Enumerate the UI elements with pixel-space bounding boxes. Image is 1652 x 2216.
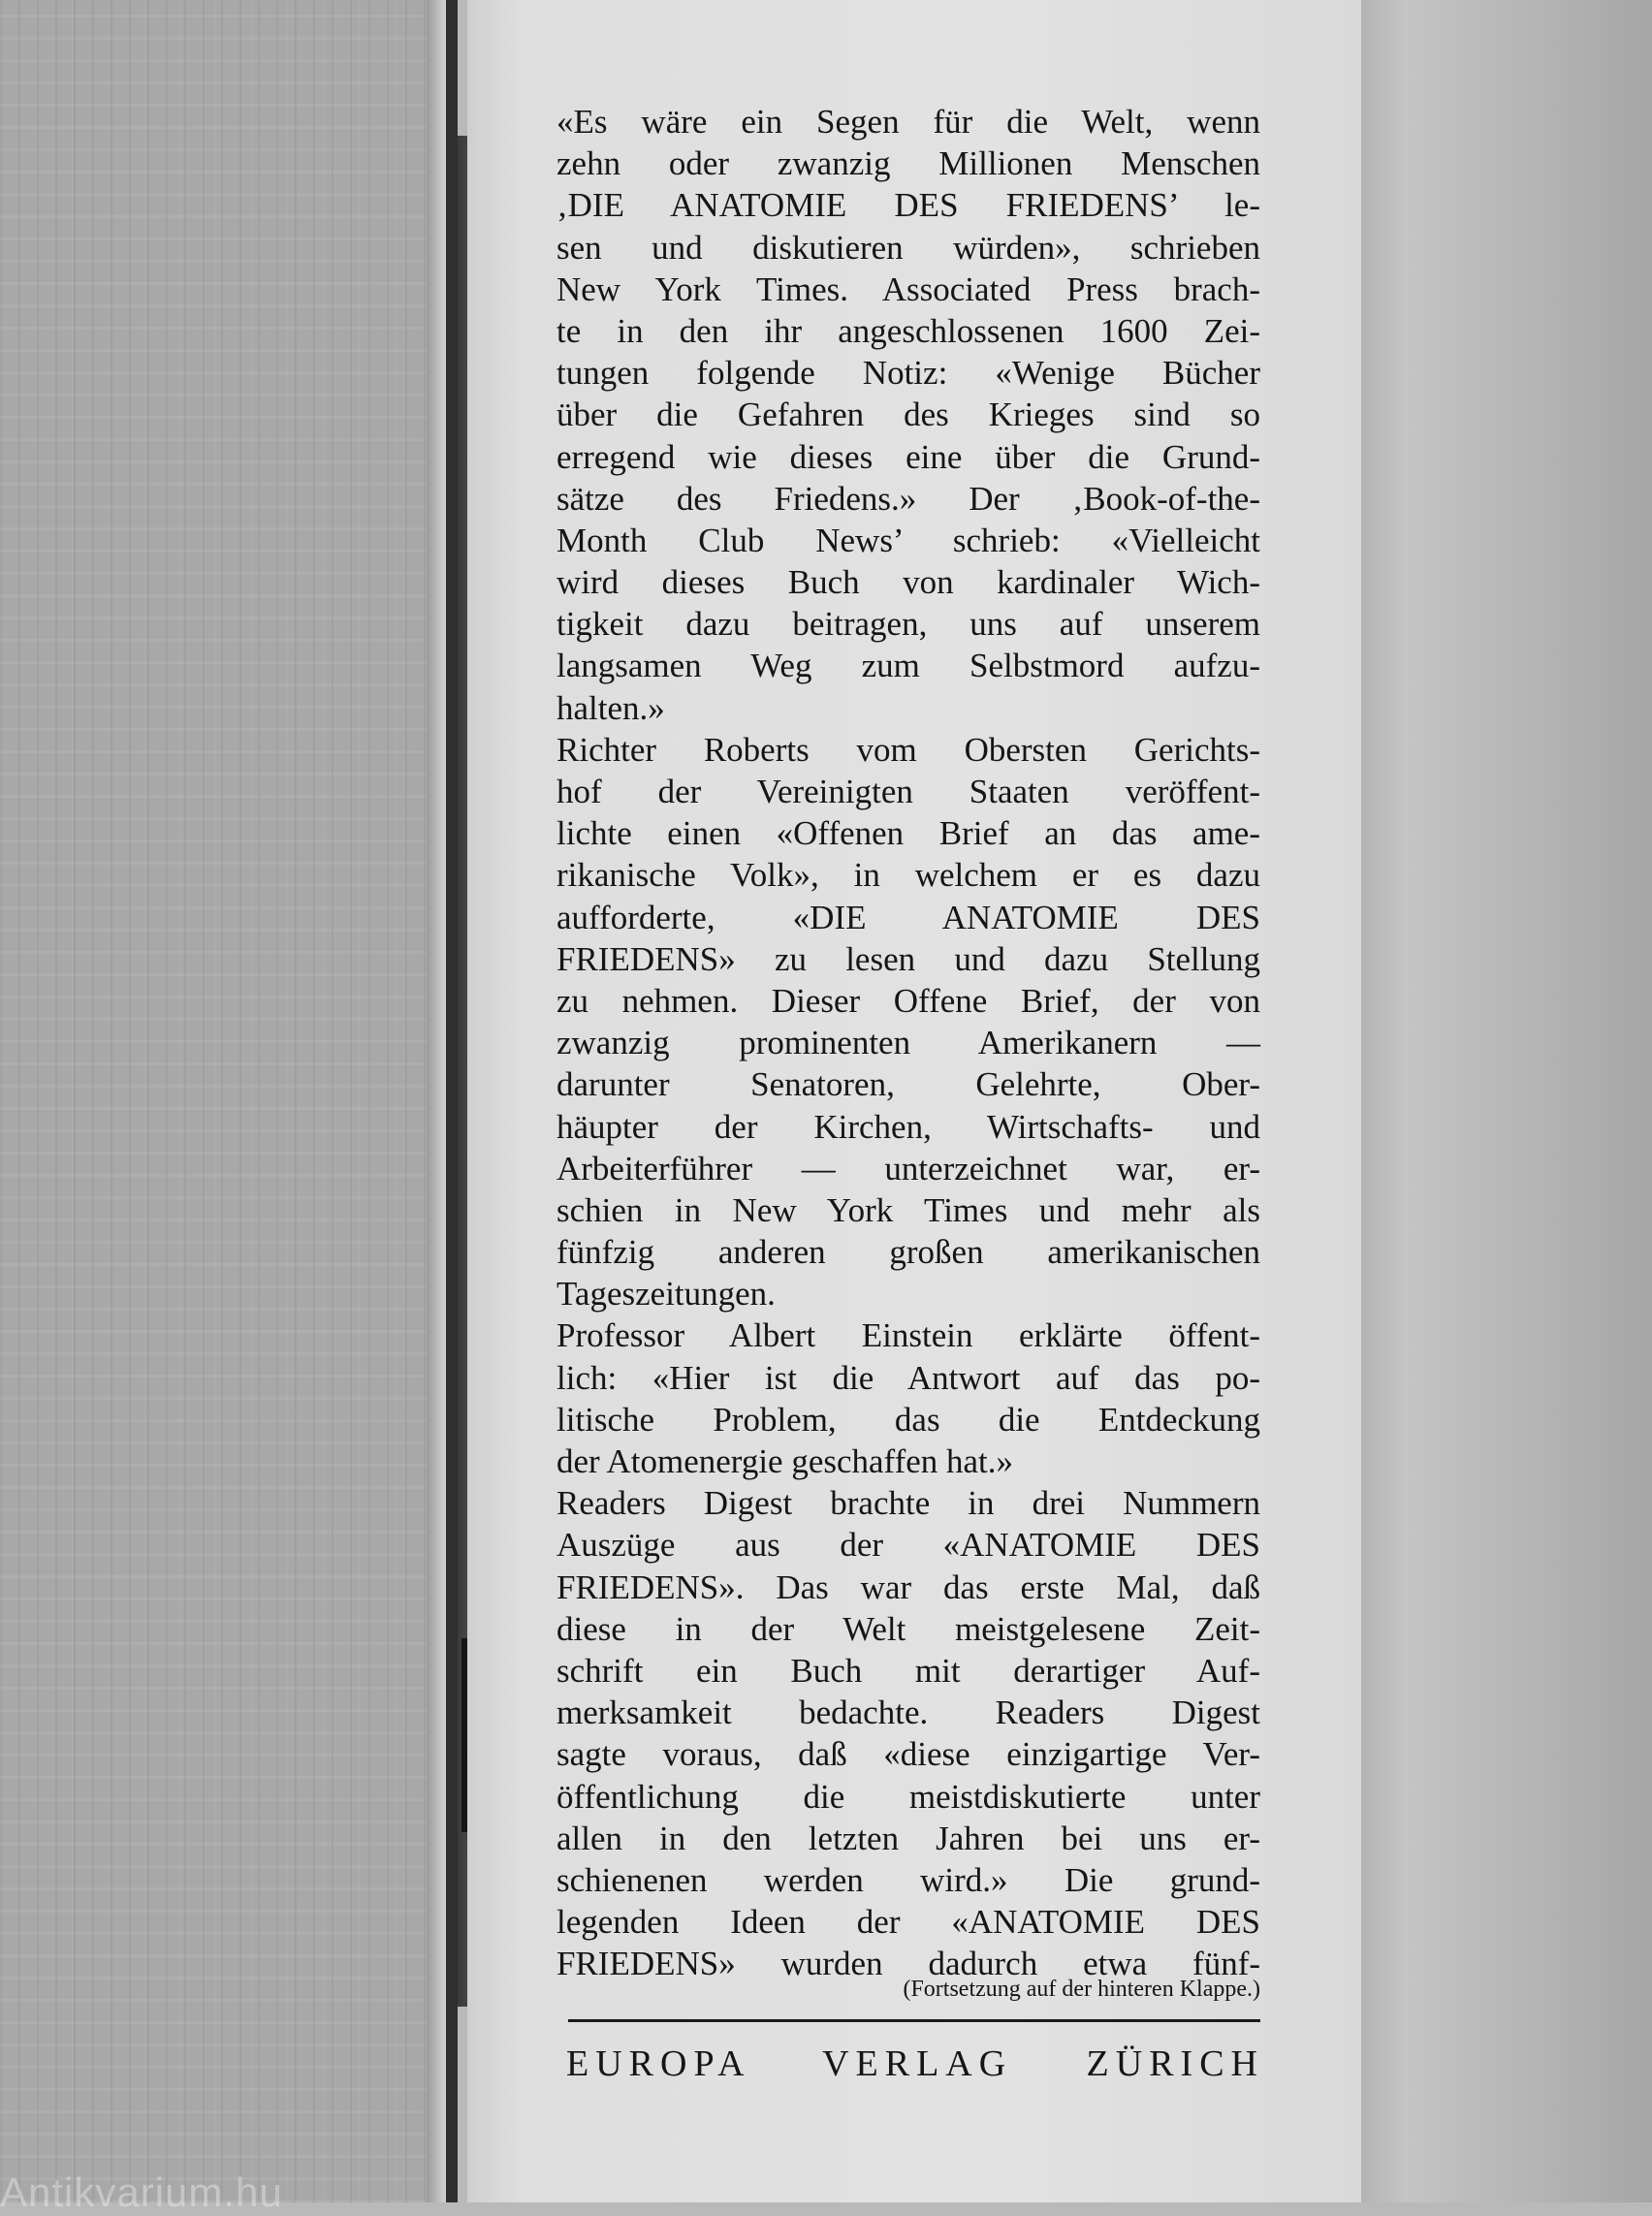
text-line: zu nehmen. Dieser Offene Brief, der von xyxy=(556,981,1260,1020)
text-line: lichte einen «Offenen Brief an das ame- xyxy=(556,814,1260,853)
text-line: aufforderte, «DIE ANATOMIE DES xyxy=(556,898,1260,936)
text-line: Richter Roberts vom Obersten Gerichts- xyxy=(556,730,1260,769)
text-line: öffentlichung die meistdiskutierte unter xyxy=(556,1777,1260,1816)
text-line: te in den ihr angeschlossenen 1600 Zei- xyxy=(556,311,1260,350)
text-line: zwanzig prominenten Amerikanern — xyxy=(556,1024,1260,1062)
text-line: erregend wie dieses eine über die Grund- xyxy=(556,437,1260,476)
text-line: hof der Vereinigten Staaten veröffent- xyxy=(556,773,1260,810)
text-line: «Es wäre ein Segen für die Welt, wenn xyxy=(556,103,1260,141)
cover-board-edge xyxy=(427,0,446,2202)
text-line: sagte voraus, daß «diese einzigartige Ver- xyxy=(556,1735,1260,1774)
text-line: zehn oder zwanzig Millionen Menschen xyxy=(556,144,1260,183)
text-line: tigkeit dazu beitragen, uns auf unserem xyxy=(556,605,1260,644)
text-line: FRIEDENS» wurden dadurch etwa fünf- xyxy=(556,1945,1260,1983)
text-line: Professor Albert Einstein erklärte öffent- xyxy=(556,1316,1260,1355)
book-cover-board xyxy=(0,0,427,2202)
text-line: fünfzig anderen großen amerikanischen xyxy=(556,1233,1260,1272)
divider-rule xyxy=(568,2019,1260,2022)
text-line: langsamen Weg zum Selbstmord aufzu- xyxy=(556,647,1260,685)
text-line: FRIEDENS». Das war das erste Mal, daß xyxy=(556,1567,1260,1606)
text-line: FRIEDENS» zu lesen und dazu Stellung xyxy=(556,939,1260,978)
right-page-edge xyxy=(1361,0,1652,2202)
text-line: allen in den letzten Jahren bei uns er- xyxy=(556,1819,1260,1857)
text-line: sen und diskutieren würden», schrieben xyxy=(556,228,1260,267)
text-line: der Atomenergie geschaffen hat.» xyxy=(556,1442,1014,1480)
text-line: darunter Senatoren, Gelehrte, Ober- xyxy=(556,1065,1260,1104)
text-line: Readers Digest brachte in drei Nummern xyxy=(556,1484,1260,1523)
watermark: Antikvarium.hu xyxy=(0,2169,283,2215)
spine-shadow xyxy=(446,0,458,2202)
text-line: rikanische Volk», in welchem er es dazu xyxy=(556,856,1260,895)
text-line: merksamkeit bedachte. Readers Digest xyxy=(556,1694,1260,1732)
text-line: Arbeiterführer — unterzeichnet war, er- xyxy=(556,1149,1260,1187)
text-line: legenden Ideen der «ANATOMIE DES xyxy=(556,1903,1260,1942)
text-line: über die Gefahren des Krieges sind so xyxy=(556,396,1260,434)
text-line: Auszüge aus der «ANATOMIE DES xyxy=(556,1526,1260,1565)
publisher-imprint: EUROPA VERLAG ZÜRICH xyxy=(566,2043,1264,2084)
text-line: schrift ein Buch mit derartiger Auf- xyxy=(556,1651,1260,1690)
text-line: tungen folgende Notiz: «Wenige Bücher xyxy=(556,354,1260,393)
continuation-note: (Fortsetzung auf der hinteren Klappe.) xyxy=(903,1977,1260,2002)
text-line: New York Times. Associated Press brach- xyxy=(556,269,1260,308)
text-line: Tageszeitungen. xyxy=(556,1275,776,1314)
text-line: wird dieses Buch von kardinaler Wich- xyxy=(556,563,1260,602)
text-line: Month Club News’ schrieb: «Vielleicht xyxy=(556,521,1260,559)
text-line: ‚DIE ANATOMIE DES FRIEDENS’ le- xyxy=(556,186,1260,225)
text-line: sätze des Friedens.» Der ‚Book-of-the- xyxy=(556,479,1260,518)
text-line: lich: «Hier ist die Antwort auf das po- xyxy=(556,1358,1260,1397)
text-line: schienenen werden wird.» Die grund- xyxy=(556,1860,1260,1899)
text-line: häupter der Kirchen, Wirtschafts- und xyxy=(556,1107,1260,1146)
text-line: litische Problem, das die Entdeckung xyxy=(556,1400,1260,1439)
text-line: halten.» xyxy=(556,688,665,727)
text-line: schien in New York Times und mehr als xyxy=(556,1190,1260,1229)
flap-text-column xyxy=(556,101,1260,1984)
text-line: diese in der Welt meistgelesene Zeit- xyxy=(556,1609,1260,1648)
